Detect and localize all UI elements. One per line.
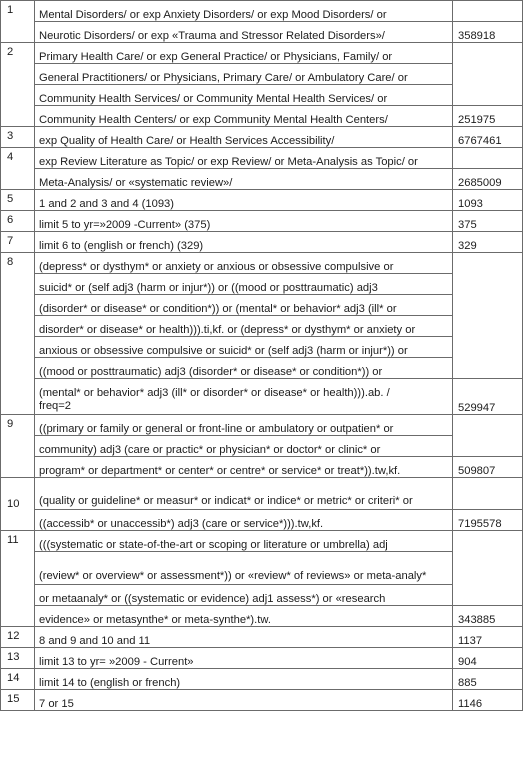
- result-count: 251975: [453, 106, 523, 127]
- table-row: [1, 457, 523, 478]
- result-count-empty: [453, 1, 523, 22]
- table-row: [1, 22, 523, 43]
- search-query-line: exp Review Literature as Topic/ or exp Review/ or Meta-Analysis as Topic/ or: [35, 148, 453, 169]
- search-query-line: suicid* or (self adj3 (harm or injur*)) or ((mood or posttraumatic) adj3: [35, 274, 453, 295]
- table-row: [1, 552, 523, 585]
- search-query-line: Community Health Centers/ or exp Community Mental Health Centers/: [35, 106, 453, 127]
- row-number: 14: [1, 669, 35, 690]
- table-row: [1, 510, 523, 531]
- row-number: 15: [1, 690, 35, 711]
- table-row: [1, 648, 523, 669]
- row-number: 4: [1, 148, 35, 190]
- result-count: 375: [453, 211, 523, 232]
- result-count: 6767461: [453, 127, 523, 148]
- table-row: [1, 127, 523, 148]
- table-row: [1, 478, 523, 510]
- search-query-line: Primary Health Care/ or exp General Practice/ or Physicians, Family/ or: [35, 43, 453, 64]
- search-query-line: (((systematic or state-of-the-art or scoping or literature or umbrella) adj: [35, 531, 453, 552]
- row-number: 12: [1, 627, 35, 648]
- table-row: [1, 1, 523, 22]
- table-row: [1, 627, 523, 648]
- search-query-line: (quality or guideline* or measur* or indicat* or indice* or metric* or criteri* or: [35, 478, 453, 510]
- row-number: 6: [1, 211, 35, 232]
- table-row: [1, 337, 523, 358]
- table-row: [1, 85, 523, 106]
- table-row: [1, 531, 523, 552]
- table-row: [1, 436, 523, 457]
- search-query-line: or metaanaly* or ((systematic or evidence) adj1 assess*) or «research: [35, 585, 453, 606]
- table-row: [1, 379, 523, 415]
- row-number: 8: [1, 253, 35, 415]
- search-query-line: program* or department* or center* or centre* or service* or treat*)).tw,kf.: [35, 457, 453, 478]
- result-count: 529947: [453, 379, 523, 415]
- result-count: 358918: [453, 22, 523, 43]
- search-query-line: (review* or overview* or assessment*)) or «review* of reviews» or meta-analy*: [35, 552, 453, 585]
- query-line-part: (mental* or behavior* adj3 (ill* or disorder* or disease* or health))).ab. /: [39, 387, 390, 399]
- table-row: [1, 295, 523, 316]
- table-row: [1, 253, 523, 274]
- table-row: [1, 64, 523, 85]
- result-count-empty: [453, 43, 523, 106]
- table-row: [1, 232, 523, 253]
- table-row: [1, 148, 523, 169]
- result-count-empty: [453, 253, 523, 379]
- row-number: 5: [1, 190, 35, 211]
- row-number: 9: [1, 415, 35, 478]
- search-query-line: limit 5 to yr=»2009 -Current» (375): [35, 211, 453, 232]
- result-count-empty: [453, 531, 523, 606]
- table-row: [1, 190, 523, 211]
- search-query-line: limit 6 to (english or french) (329): [35, 232, 453, 253]
- table-row: [1, 669, 523, 690]
- table-row: [1, 274, 523, 295]
- table-row: [1, 585, 523, 606]
- result-count: 1093: [453, 190, 523, 211]
- search-query-line: ((primary or family or general or front-line or ambulatory or outpatien* or: [35, 415, 453, 436]
- search-query-line: disorder* or disease* or health))).ti,kf. or (depress* or dysthym* or anxiety or: [35, 316, 453, 337]
- search-query-line: evidence» or metasynthe* or meta-synthe*).tw.: [35, 606, 453, 627]
- result-count-empty: [453, 478, 523, 510]
- search-query-line: (depress* or dysthym* or anxiety or anxious or obsessive compulsive or: [35, 253, 453, 274]
- result-count: 885: [453, 669, 523, 690]
- table-row: [1, 106, 523, 127]
- search-query-line: limit 13 to yr= »2009 - Current»: [35, 648, 453, 669]
- table-row: [1, 690, 523, 711]
- table-row: [1, 43, 523, 64]
- search-query-line: Neurotic Disorders/ or exp «Trauma and Stressor Related Disorders»/: [35, 22, 453, 43]
- result-count: 1137: [453, 627, 523, 648]
- result-count: 509807: [453, 457, 523, 478]
- search-query-line: ((accessib* or unaccessib*) adj3 (care or service*))).tw,kf.: [35, 510, 453, 531]
- result-count: 904: [453, 648, 523, 669]
- result-count: 343885: [453, 606, 523, 627]
- search-query-line: ((mood or posttraumatic) adj3 (disorder* or disease* or condition*)) or: [35, 358, 453, 379]
- search-query-line: limit 14 to (english or french): [35, 669, 453, 690]
- row-number: 1: [1, 1, 35, 43]
- result-count-empty: [453, 415, 523, 457]
- table-row: [1, 415, 523, 436]
- row-number: 11: [1, 531, 35, 627]
- result-count: 329: [453, 232, 523, 253]
- table-row: [1, 169, 523, 190]
- result-count: 2685009: [453, 169, 523, 190]
- row-number: 7: [1, 232, 35, 253]
- row-number: 3: [1, 127, 35, 148]
- search-query-line: Mental Disorders/ or exp Anxiety Disorders/ or exp Mood Disorders/ or: [35, 1, 453, 22]
- table-row: [1, 211, 523, 232]
- search-query-line: anxious or obsessive compulsive or suicid* or (self adj3 (harm or injur*)) or: [35, 337, 453, 358]
- search-query-line: Community Health Services/ or Community Mental Health Services/ or: [35, 85, 453, 106]
- result-count: 7195578: [453, 510, 523, 531]
- table-row: [1, 316, 523, 337]
- search-query-line: General Practitioners/ or Physicians, Primary Care/ or Ambulatory Care/ or: [35, 64, 453, 85]
- search-query-line: community) adj3 (care or practic* or physician* or doctor* or clinic* or: [35, 436, 453, 457]
- search-query-line: 8 and 9 and 10 and 11: [35, 627, 453, 648]
- search-query-line: exp Quality of Health Care/ or Health Services Accessibility/: [35, 127, 453, 148]
- search-query-line: 1 and 2 and 3 and 4 (1093): [35, 190, 453, 211]
- result-count-empty: [453, 148, 523, 169]
- result-count: 1146: [453, 690, 523, 711]
- search-query-line: (disorder* or disease* or condition*)) or (mental* or behavior* adj3 (ill* or: [35, 295, 453, 316]
- search-query-line: 7 or 15: [35, 690, 453, 711]
- search-query-line: Meta-Analysis/ or «systematic review»/: [35, 169, 453, 190]
- row-number: 10: [1, 478, 35, 531]
- row-number: 13: [1, 648, 35, 669]
- search-query-line: [35, 379, 453, 415]
- row-number: 2: [1, 43, 35, 127]
- table-row: [1, 358, 523, 379]
- table-row: [1, 606, 523, 627]
- query-line-part: freq=2: [39, 399, 72, 412]
